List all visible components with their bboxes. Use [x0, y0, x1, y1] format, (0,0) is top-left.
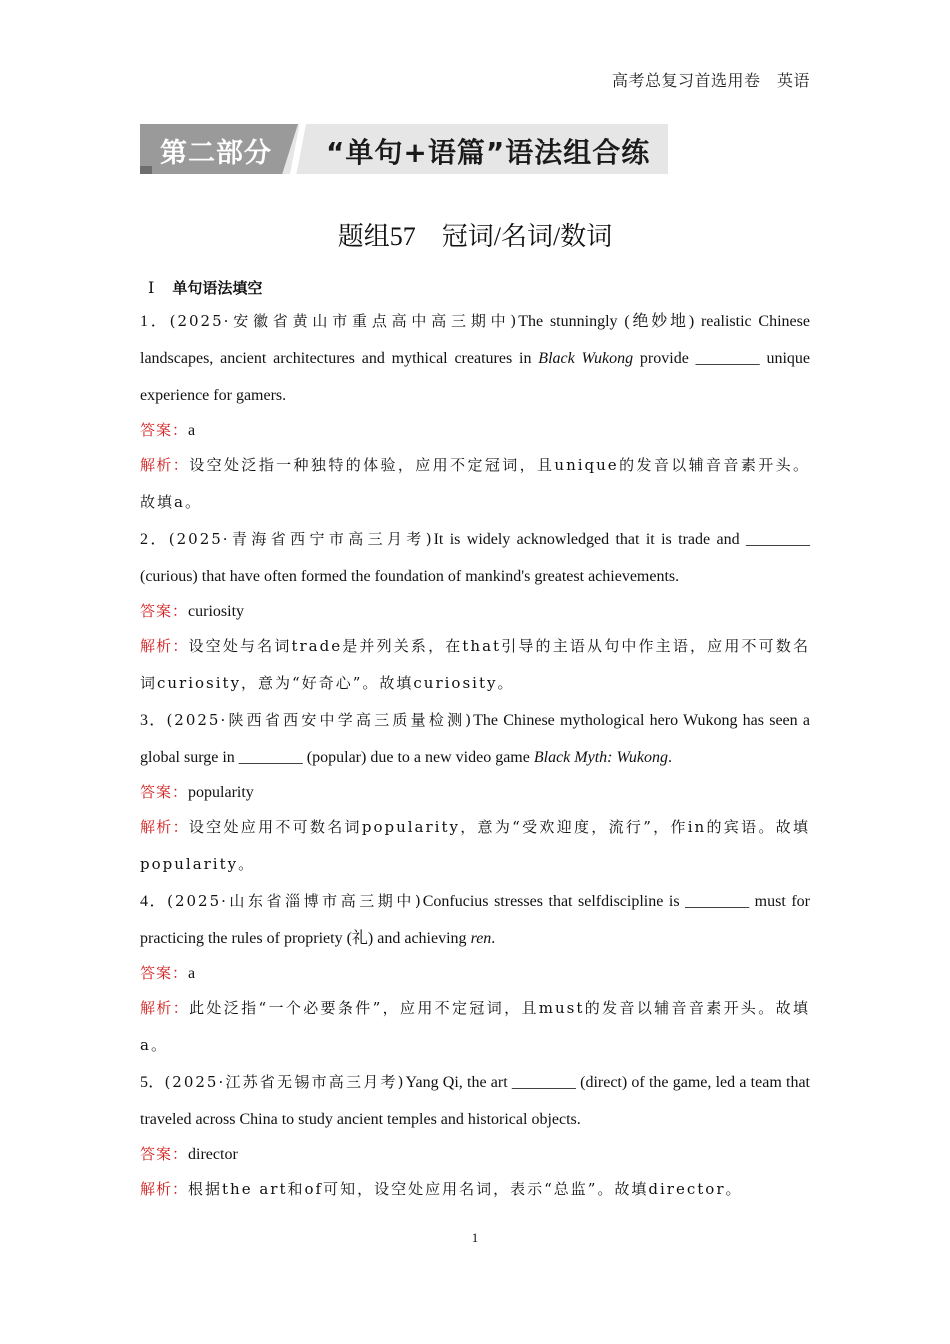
answer-3: [140, 776, 810, 809]
question-source: (2025·山东省淄博市高三期中): [167, 892, 423, 910]
question-italic: ren: [470, 930, 492, 947]
analysis-2: [140, 628, 810, 702]
question-text: The Chinese mythological hero Wukong has seen a global surge in ________ (popular) due to a new video game: [140, 712, 810, 766]
page-title: 题组57 冠词/名词/数词: [337, 222, 613, 251]
page-number: 1: [471, 1230, 479, 1245]
question-number: 2．: [140, 531, 169, 548]
question-1: [140, 303, 810, 414]
question-4: [140, 883, 810, 957]
question-text: The stunningly (绝妙地) realistic Chinese landscapes, ancient architectures and mythical creatures in: [140, 313, 810, 367]
subject-label: 英语: [776, 73, 810, 90]
analysis-label: 解析：: [140, 818, 189, 836]
question-text: It is widely acknowledged that it is trade and ________ (curious) that have often formed the foundation of mankind's greatest achievements.: [140, 531, 810, 585]
answer-label: 答案：: [140, 783, 189, 801]
question-list: [140, 303, 810, 1208]
answer-value: a: [188, 422, 196, 439]
section-label: 单句语法填空: [172, 279, 263, 297]
answer-label: 答案：: [140, 602, 189, 620]
answer-4: [140, 957, 810, 990]
answer-value: a: [188, 965, 196, 982]
answer-5: [140, 1138, 810, 1171]
banner-title: “单句+语篇”语法组合练: [326, 136, 651, 169]
question-2: [140, 521, 810, 595]
analysis-text: 设空处泛指一种独特的体验，应用不定冠词，且unique的发音以辅音音素开头。故填a。: [140, 456, 810, 511]
analysis-text: 设空处应用不可数名词popularity，意为“受欢迎度，流行”，作in的宾语。故填popularity。: [140, 818, 810, 873]
section-numeral: Ⅰ: [148, 280, 155, 297]
answer-value: curiosity: [188, 603, 245, 620]
analysis-text: 此处泛指“一个必要条件”，应用不定冠词，且must的发音以辅音音素开头。故填a。: [140, 999, 810, 1054]
question-text: Confucius stresses that selfdiscipline is ________ must for practicing the rules of propriety (礼) and achieving: [140, 893, 810, 947]
question-number: 3．: [140, 712, 167, 729]
analysis-label: 解析：: [140, 456, 190, 474]
question-3: [140, 702, 810, 776]
question-number: 5．: [140, 1074, 165, 1091]
question-source: (2025·江苏省无锡市高三月考): [164, 1073, 406, 1091]
question-source: (2025·陕西省西安中学高三质量检测): [166, 711, 474, 729]
analysis-3: [140, 809, 810, 883]
analysis-label: 解析：: [140, 1180, 189, 1198]
section-banner: [140, 124, 668, 174]
section-heading: [148, 277, 262, 298]
part-label: 第二部分: [160, 138, 272, 169]
question-text: Yang Qi, the art ________ (direct) of the game, led a team that traveled across China to study ancient temples and historical objects.: [140, 1074, 810, 1128]
question-text-end: .: [668, 749, 673, 766]
analysis-text: 设空处与名词trade是并列关系，在that引导的主语从句中作主语，应用不可数名词curiosity，意为“好奇心”。故填curiosity。: [140, 637, 810, 692]
analysis-5: [140, 1171, 810, 1208]
question-number: 1．: [140, 313, 170, 330]
question-italic: Black Wukong: [538, 350, 634, 367]
answer-2: [140, 595, 810, 628]
answer-1: [140, 414, 810, 447]
banner-shadow: [140, 166, 152, 174]
analysis-4: [140, 990, 810, 1064]
analysis-label: 解析：: [140, 637, 189, 655]
book-title: 高考总复习首选用卷: [611, 73, 761, 90]
question-text-end: provide ________ unique experience for gamers.: [140, 350, 810, 404]
question-number: 4．: [140, 893, 168, 910]
question-source: (2025·青海省西宁市高三月考): [168, 530, 434, 548]
answer-label: 答案：: [140, 421, 189, 439]
answer-label: 答案：: [140, 1145, 189, 1163]
answer-value: popularity: [188, 784, 254, 801]
question-italic: Black Myth: Wukong: [533, 749, 669, 766]
analysis-label: 解析：: [140, 999, 190, 1017]
answer-value: director: [188, 1146, 238, 1163]
question-text-end: .: [491, 930, 496, 947]
question-5: [140, 1064, 810, 1138]
analysis-1: [140, 447, 810, 521]
running-header: [612, 68, 810, 91]
answer-label: 答案：: [140, 964, 189, 982]
question-source: (2025·安徽省黄山市重点高中高三期中): [169, 312, 519, 330]
analysis-text: 根据the art和of可知，设空处应用名词，表示“总监”。故填director。: [188, 1180, 743, 1198]
